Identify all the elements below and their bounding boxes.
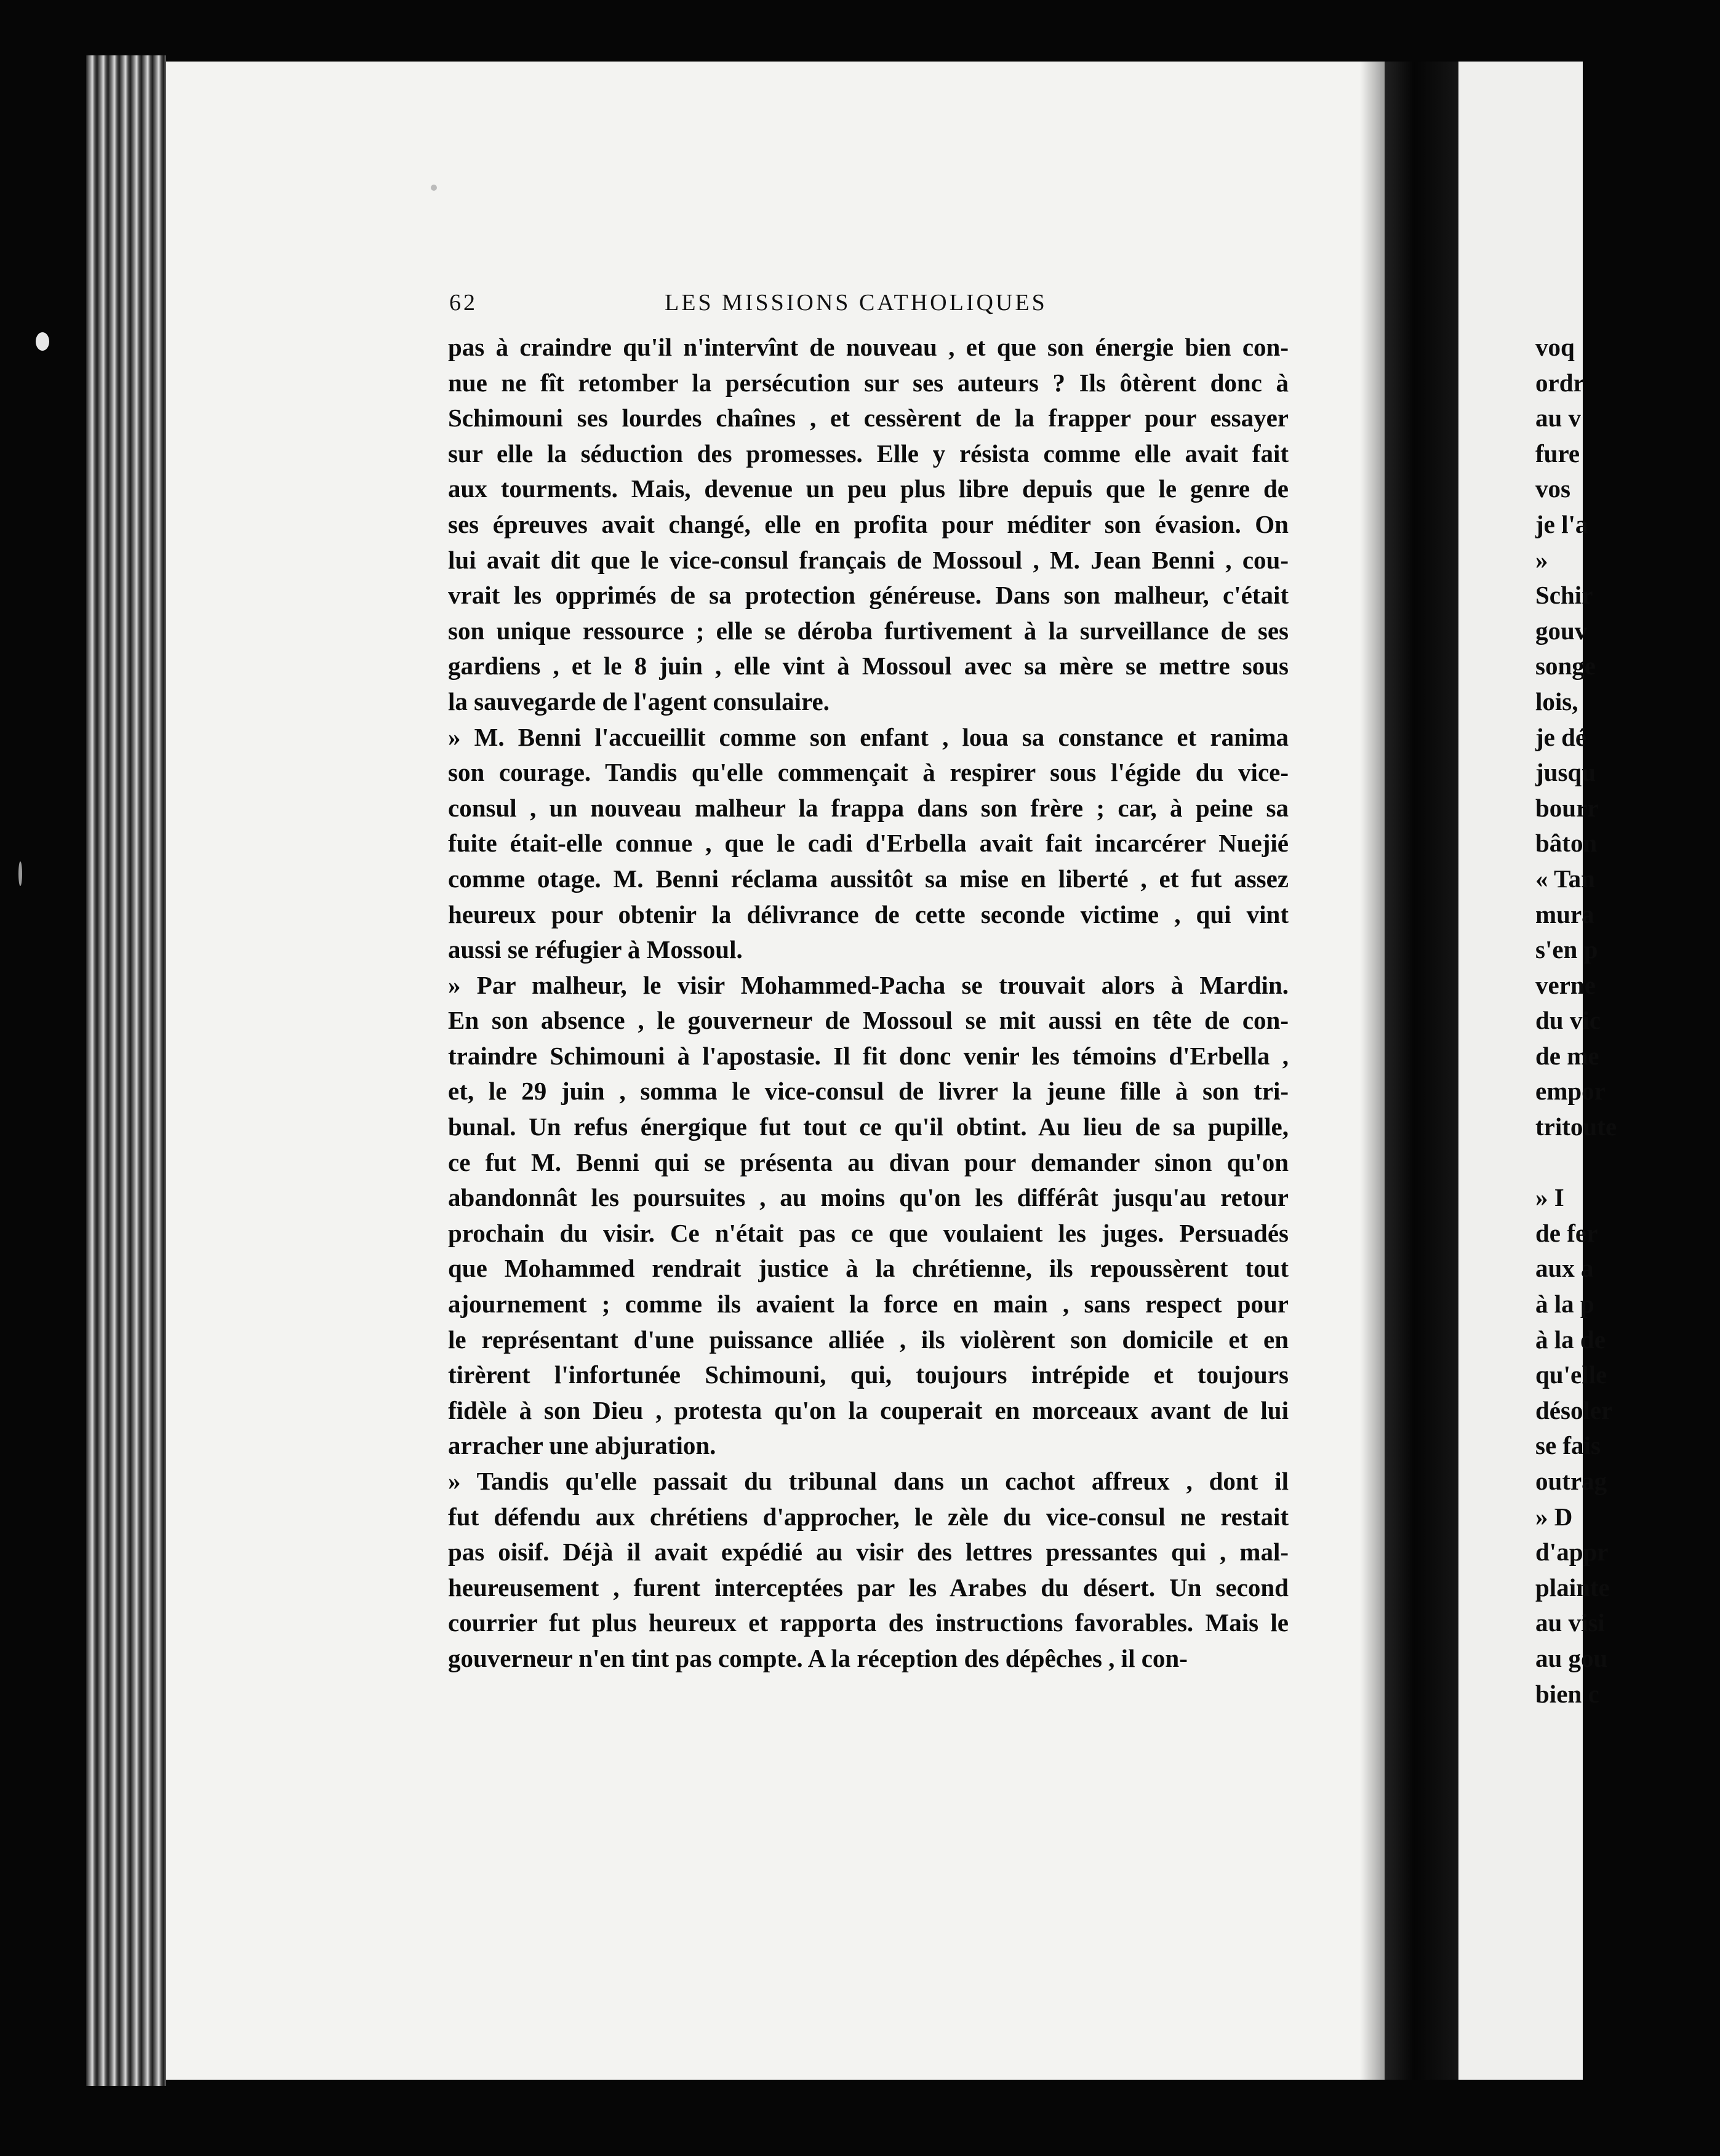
text-line: consul , un nouveau malheur la frappa dans son frère ; car, à peine sa	[448, 793, 1289, 822]
text-fragment: au gou	[1535, 1643, 1608, 1672]
text-fragment	[1535, 1145, 1720, 1181]
text-line: arracher une abjuration.	[448, 1431, 716, 1460]
text-line: son courage. Tandis qu'elle commençait à respirer sous l'égide du vice-	[448, 758, 1289, 787]
text-line: prochain du visir. Ce n'était pas ce que voulaient les juges. Persuadés	[448, 1218, 1289, 1247]
text-fragment: empor	[1535, 1077, 1606, 1106]
text-fragment: de me	[1535, 1041, 1599, 1070]
running-title: LES MISSIONS CATHOLIQUES	[665, 290, 1047, 316]
text-fragment: je dé	[1535, 722, 1587, 751]
text-line: le représentant d'une puissance alliée , ils violèrent son domicile et en	[448, 1325, 1289, 1354]
text-line: pas oisif. Déjà il avait expédié au visir des lettres pressantes qui , mal-	[448, 1538, 1289, 1567]
text-line: lui avait dit que le vice-consul français de Mossoul , M. Jean Benni , cou-	[448, 545, 1289, 574]
text-fragment: d'appr	[1535, 1538, 1609, 1567]
scan-speck	[18, 861, 22, 886]
text-fragment: qu'elle	[1535, 1360, 1607, 1389]
text-fragment: lois,	[1535, 687, 1578, 716]
text-line: » Tandis qu'elle passait du tribunal dans un cachot affreux , dont il	[448, 1467, 1289, 1495]
text-fragment: Schir	[1535, 581, 1593, 610]
text-fragment: bien c	[1535, 1679, 1599, 1708]
text-line: ses épreuves avait changé, elle en profita pour méditer son évasion. On	[448, 509, 1289, 538]
text-fragment: ordr	[1535, 368, 1585, 397]
left-page-body-text	[448, 330, 1289, 1677]
text-line: sur elle la séduction des promesses. Elle y résista comme elle avait fait	[448, 439, 1289, 468]
text-line: Schimouni ses lourdes chaînes , et cessèrent de la frapper pour essayer	[448, 404, 1289, 433]
text-fragment: s'en p	[1535, 935, 1598, 964]
text-line: ajournement ; comme ils avaient la force en main , sans respect pour	[448, 1290, 1289, 1319]
text-fragment: » I	[1535, 1183, 1564, 1212]
book-spine-edge	[86, 55, 166, 2086]
text-fragment: au v	[1535, 404, 1582, 433]
text-line: comme otage. M. Benni réclama aussitôt sa mise en liberté , et fut assez	[448, 864, 1289, 893]
text-fragment: de fer	[1535, 1218, 1598, 1247]
text-fragment: verne	[1535, 970, 1596, 999]
text-line: fuite était-elle connue , que le cadi d'Erbella avait fait incarcérer Nuejié	[448, 829, 1289, 858]
text-line: que Mohammed rendrait justice à la chrétienne, ils repoussèrent tout	[448, 1254, 1289, 1283]
text-line: pas à craindre qu'il n'intervînt de nouveau , et que son énergie bien con-	[448, 333, 1289, 361]
text-fragment: désoler	[1535, 1395, 1613, 1424]
text-fragment: songe	[1535, 652, 1596, 681]
text-fragment: jusqu	[1535, 758, 1596, 787]
text-fragment: aux a	[1535, 1254, 1594, 1283]
text-line: vrait les opprimés de sa protection généreuse. Dans son malheur, c'était	[448, 581, 1289, 610]
page-number: 62	[449, 290, 478, 316]
text-fragment: fure	[1535, 439, 1580, 468]
text-fragment: je l'a	[1535, 509, 1588, 538]
text-fragment: mura	[1535, 900, 1594, 928]
text-fragment: à la de	[1535, 1325, 1606, 1354]
page-curl-shadow	[1360, 62, 1385, 2080]
text-line: ce fut M. Benni qui se présenta au divan pour demander sinon qu'on	[448, 1148, 1289, 1176]
text-line: nue ne fît retomber la persécution sur ses auteurs ? Ils ôtèrent donc à	[448, 368, 1289, 397]
text-fragment: tritoute	[1535, 1112, 1617, 1141]
text-line: bunal. Un refus énergique fut tout ce qu'il obtint. Au lieu de sa pupille,	[448, 1112, 1289, 1141]
scan-speck	[431, 185, 437, 191]
text-fragment: vos	[1535, 474, 1570, 503]
book-gutter	[1385, 62, 1458, 2080]
text-line: courrier fut plus heureux et rapporta des instructions favorables. Mais le	[448, 1608, 1289, 1637]
text-line: aussi se réfugier à Mossoul.	[448, 935, 743, 964]
text-fragment: bâton	[1535, 829, 1598, 858]
scan-speck	[36, 332, 49, 351]
right-page-fragment-text	[1535, 330, 1720, 1712]
text-line: son unique ressource ; elle se déroba furtivement à la surveillance de ses	[448, 616, 1289, 645]
text-fragment: outrag	[1535, 1467, 1607, 1495]
text-line: fut défendu aux chrétiens d'approcher, le zèle du vice-consul ne restait	[448, 1502, 1289, 1531]
text-fragment: se fais	[1535, 1431, 1601, 1460]
text-line: abandonnât les poursuites , au moins qu'on les différât jusqu'au retour	[448, 1183, 1289, 1212]
text-fragment: gouv	[1535, 616, 1588, 645]
text-line: la sauvegarde de l'agent consulaire.	[448, 687, 830, 716]
text-line: et, le 29 juin , somma le vice-consul de livrer la jeune fille à son tri-	[448, 1077, 1289, 1106]
running-header	[449, 289, 1286, 326]
text-fragment: au visi	[1535, 1608, 1605, 1637]
text-fragment: »	[1535, 545, 1548, 574]
text-line: » Par malheur, le visir Mohammed-Pacha se trouvait alors à Mardin.	[448, 970, 1289, 999]
text-line: heureusement , furent interceptées par les Arabes du désert. Un second	[448, 1573, 1289, 1602]
text-line: heureux pour obtenir la délivrance de cette seconde victime , qui vint	[448, 900, 1289, 928]
text-line: En son absence , le gouverneur de Mossoul se mit aussi en tête de con-	[448, 1006, 1289, 1035]
text-fragment: voq	[1535, 333, 1575, 361]
text-fragment: bourr	[1535, 793, 1599, 822]
text-fragment: plainte	[1535, 1573, 1610, 1602]
text-line: aux tourments. Mais, devenue un peu plus libre depuis que le genre de	[448, 474, 1289, 503]
text-line: fidèle à son Dieu , protesta qu'on la couperait en morceaux avant de lui	[448, 1395, 1289, 1424]
text-line: gouverneur n'en tint pas compte. A la réception des dépêches , il con-	[448, 1643, 1188, 1672]
text-line: tirèrent l'infortunée Schimouni, qui, toujours intrépide et toujours	[448, 1360, 1289, 1389]
text-line: gardiens , et le 8 juin , elle vint à Mossoul avec sa mère se mettre sous	[448, 652, 1289, 681]
text-line: traindre Schimouni à l'apostasie. Il fit donc venir les témoins d'Erbella ,	[448, 1041, 1289, 1070]
text-fragment: » D	[1535, 1502, 1573, 1531]
text-fragment: à la p	[1535, 1290, 1594, 1319]
text-fragment: du vic	[1535, 1006, 1601, 1035]
text-fragment: « Tan	[1535, 864, 1595, 893]
text-line: » M. Benni l'accueillit comme son enfant , loua sa constance et ranima	[448, 722, 1289, 751]
